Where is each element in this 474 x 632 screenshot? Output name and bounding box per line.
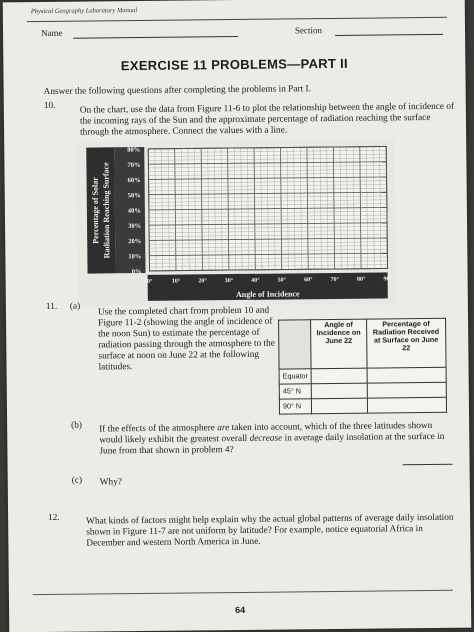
q11-number: 11. <box>45 301 58 313</box>
y-axis-label-line1: Percentage of Solar <box>90 177 101 244</box>
x-tick-label: 10° <box>171 278 181 285</box>
q12-text: What kinds of factors might help explain why the actual global patterns of average daily insolation shown in Figure 11-7 are not uniform by latitude? For example, notice equatorial Africa in December and western North America in June. <box>86 512 454 549</box>
x-tick-label: 0° <box>146 278 153 285</box>
x-tick-label: 20° <box>198 278 207 285</box>
y-tick-label: 70% <box>127 161 141 169</box>
table-row <box>279 367 446 384</box>
y-tick-label: 50% <box>127 192 141 200</box>
name-blank[interactable] <box>73 36 238 39</box>
y-tick-label: 80% <box>127 146 141 154</box>
latitude-table <box>278 318 447 415</box>
q11c-label: (c) <box>71 475 83 486</box>
latitude-cell: 45° N <box>279 384 311 399</box>
q10-text: On the chart, use the data from Figure 11-6 to plot the relationship between the angle of incidence of the incoming rays of the Sun and the approximate percentage of radiation reaching the surface through the atmosphere. Connect the values with a line. <box>79 101 455 138</box>
incidence-chart[interactable] <box>76 138 396 306</box>
q11b-text-middle: taken into account, which of the three latitudes shown would likely exhibit the greatest overall <box>99 420 433 446</box>
q11a-text: Use the completed chart from problem 10 and Figure 11-2 (showing the angle of incidence of the noon Sun) to estimate the percentage of radiation passing through the atmosphere to the surface at noon on June 22 at the following latitudes. <box>97 305 275 373</box>
header-rule <box>27 17 447 22</box>
table-corner-cell <box>279 320 312 369</box>
percentage-answer-cell[interactable] <box>367 397 446 413</box>
angle-answer-cell[interactable] <box>312 398 368 414</box>
q12-number: 12. <box>48 512 60 523</box>
header-percentage: Percentage of Radiation Received at Surface on June 22 <box>366 318 446 368</box>
percentage-answer-cell[interactable] <box>367 382 446 398</box>
latitude-cell: Equator <box>279 369 311 384</box>
y-tick-labels <box>127 147 141 276</box>
q11b-text <box>99 421 449 458</box>
percentage-answer-cell[interactable] <box>367 367 446 383</box>
worksheet-page <box>3 0 472 632</box>
x-tick-label: 60° <box>304 277 313 284</box>
section-blank[interactable] <box>335 34 443 36</box>
intro-text: Answer the following questions after completing the problems in Part I. <box>43 84 311 98</box>
footer-rule <box>33 590 453 595</box>
x-tick-label: 90° <box>383 276 392 283</box>
x-tick-label: 70° <box>330 276 339 284</box>
q11b-label: (b) <box>71 420 83 431</box>
y-axis-label-line2: Radiation Reaching Surface <box>101 162 112 259</box>
chart-svg[interactable] <box>76 138 396 306</box>
table-header-row <box>279 318 447 369</box>
name-label: Name <box>40 27 63 39</box>
table-row <box>279 397 446 414</box>
q10-number: 10. <box>43 100 56 112</box>
x-axis-label: Angle of Incidence <box>235 289 300 300</box>
exercise-title: EXERCISE 11 PROBLEMS—PART II <box>120 55 348 74</box>
section-label: Section <box>294 25 323 36</box>
table-row <box>279 382 446 399</box>
q11b-emphasis-are: are <box>217 423 230 434</box>
header-angle: Angle of Incidence on June 22 <box>311 319 367 369</box>
y-tick-label: 20% <box>128 237 142 246</box>
y-tick-label: 60% <box>127 177 141 185</box>
latitude-cell: 90° N <box>279 399 311 414</box>
q11a-label: (a) <box>69 301 81 312</box>
chart-grid <box>148 146 387 270</box>
y-tick-label: 10% <box>128 253 142 261</box>
q11b-text-before: If the effects of the atmosphere <box>99 423 218 435</box>
q11c-text: Why? <box>99 477 123 488</box>
x-tick-label: 40° <box>251 277 260 284</box>
x-tick-label: 80° <box>356 276 366 283</box>
page-number: 64 <box>235 604 246 616</box>
y-tick-label: 40% <box>127 207 141 215</box>
manual-title: Physical Geography Laboratory Manual <box>30 7 138 16</box>
x-tick-label: 30° <box>224 278 234 285</box>
x-tick-label: 50° <box>277 277 287 284</box>
angle-answer-cell[interactable] <box>311 368 367 384</box>
y-tick-label: 30% <box>128 222 142 230</box>
angle-answer-cell[interactable] <box>311 383 367 399</box>
q11b-answer-blank[interactable] <box>403 464 453 466</box>
y-tick-label: 0% <box>131 268 142 276</box>
q11b-text-after: in average daily insolation at the surface in June from that shown in problem 4? <box>99 431 445 457</box>
q11b-emphasis-decrease: decrease <box>249 433 283 444</box>
